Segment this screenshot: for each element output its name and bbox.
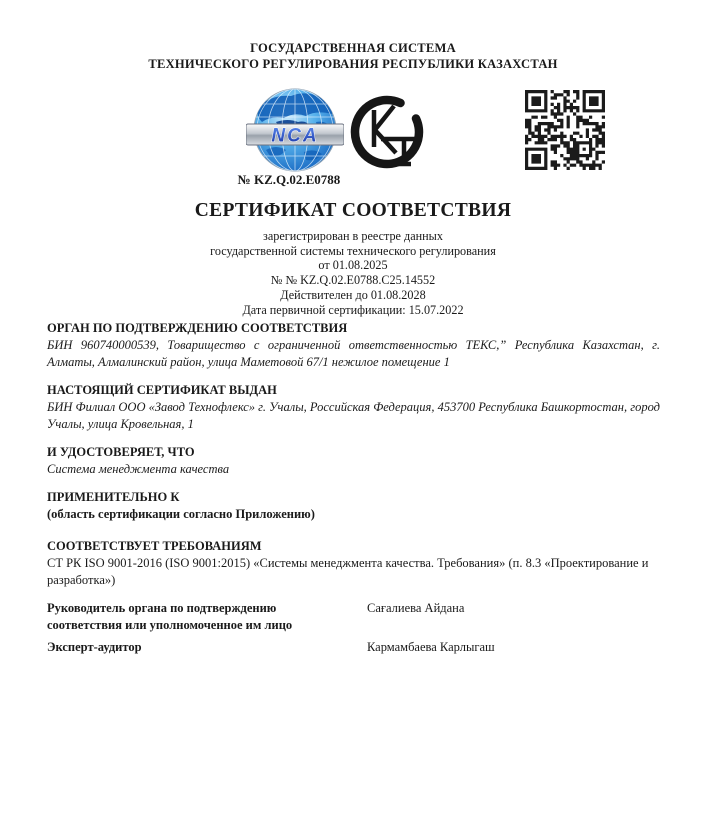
registration-line: Действителен до 01.08.2028 — [280, 287, 426, 302]
section-body: БИН Филиал ООО «Завод Технофлекс» г. Учалы, Российская Федерация, 453700 Республика Башкортостан, город Учалы, улица Кровельная, 1 — [47, 400, 660, 431]
section-requirements — [47, 538, 660, 589]
registration-line: зарегистрирован в реестре данных — [263, 229, 443, 243]
qr-code — [525, 90, 605, 170]
qr-code-icon — [525, 90, 605, 170]
section-heading: ПРИМЕНИТЕЛЬНО К — [47, 490, 180, 504]
registration-line: № № KZ.Q.02.E0788.C25.14552 — [270, 273, 436, 288]
section-body: (область сертификации согласно Приложению) — [47, 507, 315, 521]
header-line-2: ТЕХНИЧЕСКОГО РЕГУЛИРОВАНИЯ РЕСПУБЛИКИ КАЗАХСТАН — [148, 56, 558, 71]
section-heading: СООТВЕТСТВУЕТ ТРЕБОВАНИЯМ — [47, 539, 262, 553]
section-body: Система менеджмента качества — [47, 462, 230, 476]
nca-banner — [246, 124, 344, 147]
section-heading: НАСТОЯЩИЙ СЕРТИФИКАТ ВЫДАН — [47, 383, 277, 397]
globe-icon — [246, 88, 344, 174]
signatures-block — [47, 600, 660, 656]
section-certification-body — [47, 320, 660, 371]
section-scope — [47, 489, 660, 523]
ckt-conformity-mark — [348, 91, 426, 171]
signature-label: Эксперт-аудитор — [47, 640, 142, 654]
section-certifies-that — [47, 444, 660, 478]
registration-block — [0, 229, 706, 317]
signature-row-expert-auditor — [47, 639, 660, 656]
section-heading: ОРГАН ПО ПОДТВЕРЖДЕНИЮ СООТВЕТСТВИЯ — [47, 321, 348, 335]
nca-globe-logo — [246, 88, 344, 174]
section-issued-to — [47, 382, 660, 433]
registration-line: государственной системы технического регулирования — [210, 243, 496, 258]
certificate-number: № KZ.Q.02.E0788 — [237, 172, 341, 187]
registration-line: Дата первичной сертификации: 15.07.2022 — [242, 302, 464, 317]
signature-name: Сағалиева Айдана — [367, 601, 465, 615]
certificate-title: СЕРТИФИКАТ СООТВЕТСТВИЯ — [194, 200, 512, 221]
section-body: БИН 960740000539, Товарищество с ограниченной ответственностью ТЕКС,” Республика Казахстан, г. Алматы, Алмалинский район, улица Маметовой 67/1 нежилое помещение 1 — [47, 338, 660, 369]
signature-name: Кармамбаева Карлыгаш — [367, 640, 495, 654]
certificate-body — [47, 320, 660, 662]
document-header — [0, 41, 706, 72]
header-line-1: ГОСУДАРСТВЕННАЯ СИСТЕМА — [250, 41, 456, 55]
signature-label: Руководитель органа по подтверждению соответствия или уполномоченное им лицо — [47, 601, 293, 632]
section-heading: И УДОСТОВЕРЯЕТ, ЧТО — [47, 445, 195, 459]
registration-line: от 01.08.2025 — [318, 258, 388, 273]
section-body: СТ РК ISO 9001-2016 (ISO 9001:2015) «Системы менеджмента качества. Требования» (п. 8.3 «Проектирование и разработка») — [47, 556, 649, 587]
ckt-mark-icon — [348, 91, 426, 171]
signature-row-head-of-body — [47, 600, 660, 633]
nca-letters: NCA — [271, 125, 319, 147]
